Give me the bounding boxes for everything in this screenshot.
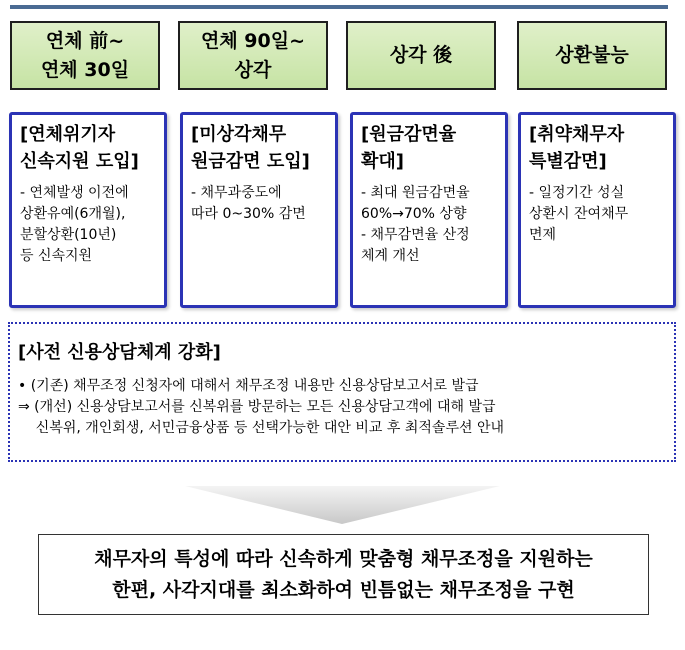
card-principal-reduction [180,112,338,308]
stage-delinquency-90-days: 연체 90일~ 상각 [178,21,328,90]
result-text: 채무자의 특성에 따라 신속하게 맞춤형 채무조정을 지원하는 한편, 사각지대를 최소화하여 빈틈없는 채무조정을 구현 [94,547,593,601]
card-item: - 일정기간 성실 상환시 잔여채무 면제 [529,185,629,243]
counseling-line: • (기존) 채무조정 신청자에 대해서 채무조정 내용만 신용상담보고서로 발급 [18,378,479,394]
card-item: - 최대 원금감면율 60%→70% 상향 [361,185,470,222]
card-item: - 채무감면율 산정 체계 개선 [361,227,470,264]
card-title: [취약채무자 특별감면] [529,124,625,172]
top-rule [10,5,668,9]
card-vulnerable-debtors [518,112,676,308]
stage-after-writeoff: 상각 後 [346,21,496,90]
card-title: [미상각채무 원금감면 도입] [191,124,310,172]
card-item: - 연체발생 이전에 상환유예(6개월), 분할상환(10년) 등 신속지원 [20,185,129,264]
down-arrow-icon [185,486,500,526]
card-reduction-expansion [350,112,508,308]
counseling-box [8,322,676,462]
stage-delinquency-early: 연체 前~ 연체 30일 [10,21,160,90]
card-title: [원금감면율 확대] [361,124,457,172]
card-early-support [9,112,167,308]
result-box [38,534,649,615]
counseling-line: ⇒ (개선) 신용상담보고서를 신복위를 방문하는 모든 신용상담고객에 대해 발급 [18,399,496,415]
counseling-line: 신복위, 개인회생, 서민금융상품 등 선택가능한 대안 비교 후 최적솔루션 안내 [18,420,504,436]
card-title: [연체위기자 신속지원 도입] [20,124,139,172]
card-item: - 채무과중도에 따라 0~30% 감면 [191,185,306,222]
stage-unable-to-repay: 상환불능 [517,21,667,90]
counseling-title: [사전 신용상담체계 강화] [18,342,221,363]
